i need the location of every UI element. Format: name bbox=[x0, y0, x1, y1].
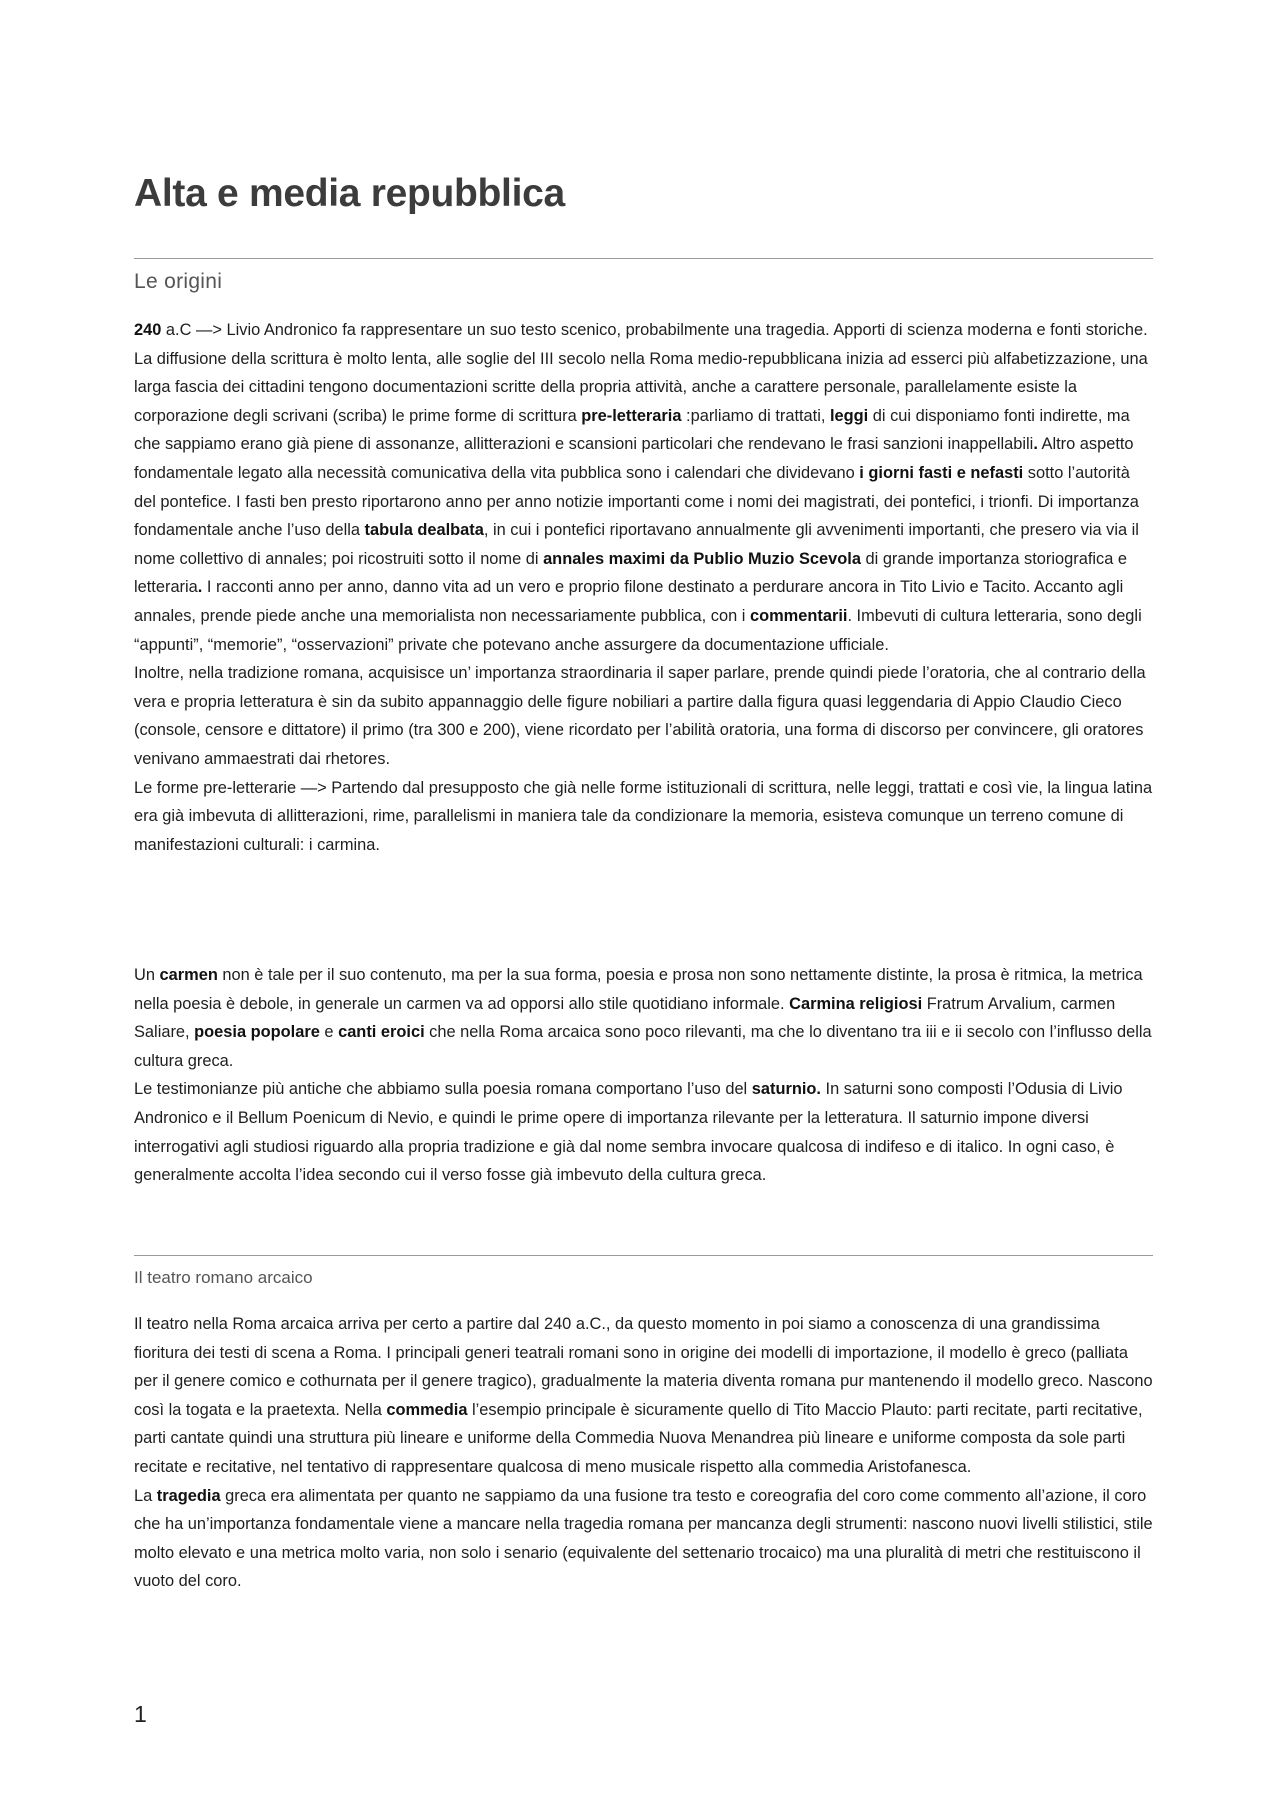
paragraph bbox=[134, 316, 1153, 345]
section-divider bbox=[134, 258, 1153, 259]
text-run: a.C —> Livio Andronico fa rappresentare un suo testo scenico, probabilmente una tragedia. Apporti di scienza moderna e fonti storiche. bbox=[161, 321, 1148, 339]
text-run: Inoltre, nella tradizione romana, acquisisce un’ importanza straordinaria il saper parlare, prende quindi piede l’oratoria, che al contrario della vera e propria letteratura è sin da subito appannaggio delle figure nobiliari a partire dalla figura quasi leggendaria di Appio Claudio Cieco (console, censore e dittatore) il primo (tra 300 e 200), viene ricordato per l’abilità oratoria, una forma di discorso per convincere, gli oratores venivano ammaestrati dai rhetores. bbox=[134, 664, 1146, 768]
paragraph bbox=[134, 345, 1153, 660]
bold-text-run: . bbox=[1033, 435, 1038, 454]
text-run: l’esempio principale è sicuramente quello di Tito Maccio Plauto: parti recitate, parti recitative, parti cantate quindi una struttura più lineare e uniforme della Commedia Nuova Menandrea più lineare e uniforme composta da sole parti recitate e recitative, nel tentativo di rappresentare qualcosa di meno musicale rispetto alla commedia Aristofanesca. bbox=[134, 1400, 1143, 1476]
paragraph bbox=[134, 659, 1153, 773]
section-heading-theatre: Il teatro romano arcaico bbox=[134, 1268, 313, 1287]
bold-text-run: commedia bbox=[386, 1400, 468, 1419]
section-divider bbox=[134, 1255, 1153, 1256]
text-run: greca era alimentata per quanto ne sappiamo da una fusione tra testo e coreografia del coro come commento all’azione, il coro che ha un’importanza fondamentale viene a mancare nella tragedia romana per mancanza degli strumenti: nascono nuovi livelli stilistici, stile molto elevato e una metrica molto varia, non solo i senario (equivalente del settenario trocaico) ma una pluralità di metri che restituiscono il vuoto del coro. bbox=[134, 1486, 1153, 1591]
text-run: sotto l’autorità del pontefice. I fasti ben presto riportarono anno per anno notizie importanti come i nomi dei magistrati, dei pontefici, i trionfi. Di importanza fondamentale anche l’uso della bbox=[134, 463, 1139, 540]
text-run: La diffusione della scrittura è molto lenta, alle soglie del III secolo nella Roma medio-repubblicana inizia ad esserci più alfabetizzazione, una larga fascia dei cittadini tengono documentazioni scritte della propria attività, anche a carattere personale, parallelamente esiste la corporazione degli scrivani (scriba) le prime forme di scrittura bbox=[134, 349, 1148, 425]
text-run: di cui disponiamo fonti indirette, ma che sappiamo erano già piene di assonanze, allitterazioni e scansioni particolari che rendevano le frasi sanzioni inappellabili bbox=[134, 406, 1130, 454]
bold-text-run: tabula dealbata bbox=[364, 521, 484, 540]
bold-text-run: pre-letteraria bbox=[581, 406, 682, 425]
paragraph bbox=[134, 961, 1153, 1075]
text-run: Altro aspetto fondamentale legato alla necessità comunicativa della vita pubblica sono i calendari che dividevano bbox=[134, 435, 1134, 482]
bold-text-run: annales maximi da Publio Muzio Scevola bbox=[543, 549, 861, 568]
bold-text-run: i giorni fasti e nefasti bbox=[859, 463, 1024, 482]
text-run: Le forme pre-letterarie —> Partendo dal presupposto che già nelle forme istituzionali di scrittura, nelle leggi, trattati e così vie, la lingua latina era già imbevuta di allitterazioni, rime, parallelismi in maniera tale da condizionare la memoria, esisteva comunque un terreno comune di manifestazioni culturali: i carmina. bbox=[134, 778, 1153, 854]
bold-text-run: . bbox=[197, 578, 203, 597]
text-run: Fratrum Arvalium, carmen Saliare, bbox=[134, 994, 1116, 1042]
section-theatre-body bbox=[134, 1310, 1153, 1596]
text-run: e bbox=[319, 1023, 339, 1042]
text-run: Le testimonianze più antiche che abbiamo sulla poesia romana comportano l’uso del bbox=[134, 1080, 752, 1099]
bold-text-run: 240 bbox=[134, 321, 162, 339]
document-title: Alta e media repubblica bbox=[134, 172, 565, 215]
text-run: , in cui i pontefici riportavano annualmente gli avvenimenti importanti, che presero via via il nome collettivo di annales; poi ricostruiti sotto il nome di bbox=[134, 521, 1139, 568]
bold-text-run: leggi bbox=[829, 406, 869, 425]
bold-text-run: tragedia bbox=[156, 1486, 221, 1505]
text-run: I racconti anno per anno, danno vita ad un vero e proprio filone destinato a perdurare ancora in Tito Livio e Tacito. Accanto agli annales, prende piede anche una memorialista non necessariamente pubblica, con i bbox=[134, 578, 1124, 625]
text-run: La bbox=[134, 1486, 157, 1505]
text-run: . Imbevuti di cultura letteraria, sono degli “appunti”, “memorie”, “osservazioni” private che potevano anche assurgere da documentazione ufficiale. bbox=[134, 606, 1142, 654]
section-heading-origins: Le origini bbox=[134, 270, 223, 293]
text-run: Il teatro nella Roma arcaica arriva per certo a partire dal 240 a.C., da questo momento in poi siamo a conoscenza di una grandissima fioritura dei testi di scena a Roma. I principali generi teatrali romani sono in origine dei modelli di importazione, il modello è greco (palliata per il genere comico e cothurnata per il genere tragico), gradualmente la materia diventa romana pur mantenendo il modello greco. Nascono così la togata e la praetexta. Nella bbox=[134, 1315, 1153, 1419]
paragraph bbox=[134, 1310, 1153, 1482]
text-run: In saturni sono composti l’Odusia di Livio Andronico e il Bellum Poenicum di Nevio, e quindi le prime opere di importanza rilevante per la letteratura. Il saturnio impone diversi interrogativi agli studiosi riguardo alla propria tradizione e già dal nome sembra invocare qualcosa di indifeso e di italico. In ogni caso, è generalmente accolta l’idea secondo cui il verso fosse già imbevuto della cultura greca. bbox=[134, 1080, 1123, 1185]
text-run: non è tale per il suo contenuto, ma per la sua forma, poesia e prosa non sono nettamente distinte, la prosa è ritmica, la metrica nella poesia è debole, in generale un carmen va ad opporsi allo stile quotidiano informale. bbox=[134, 966, 1143, 1013]
section-origins-body-2 bbox=[134, 961, 1153, 1190]
text-run: di grande importanza storiografica e letteraria bbox=[134, 549, 1127, 597]
bold-text-run: carmen bbox=[159, 966, 218, 984]
paragraph bbox=[134, 1075, 1153, 1189]
text-run: Un bbox=[134, 966, 160, 984]
bold-text-run: commentarii bbox=[749, 606, 848, 625]
bold-text-run: saturnio. bbox=[751, 1080, 821, 1099]
bold-text-run: poesia popolare bbox=[194, 1023, 320, 1042]
paragraph bbox=[134, 774, 1153, 860]
bold-text-run: Carmina religiosi bbox=[789, 994, 923, 1013]
text-run: :parliamo di trattati, bbox=[681, 406, 830, 425]
paragraph bbox=[134, 1482, 1153, 1596]
page-number: 1 bbox=[134, 1701, 147, 1727]
text-run: che nella Roma arcaica sono poco rilevanti, ma che lo diventano tra iii e ii secolo con l’influsso della cultura greca. bbox=[134, 1023, 1152, 1070]
bold-text-run: canti eroici bbox=[338, 1023, 425, 1042]
section-origins-body bbox=[134, 316, 1153, 859]
